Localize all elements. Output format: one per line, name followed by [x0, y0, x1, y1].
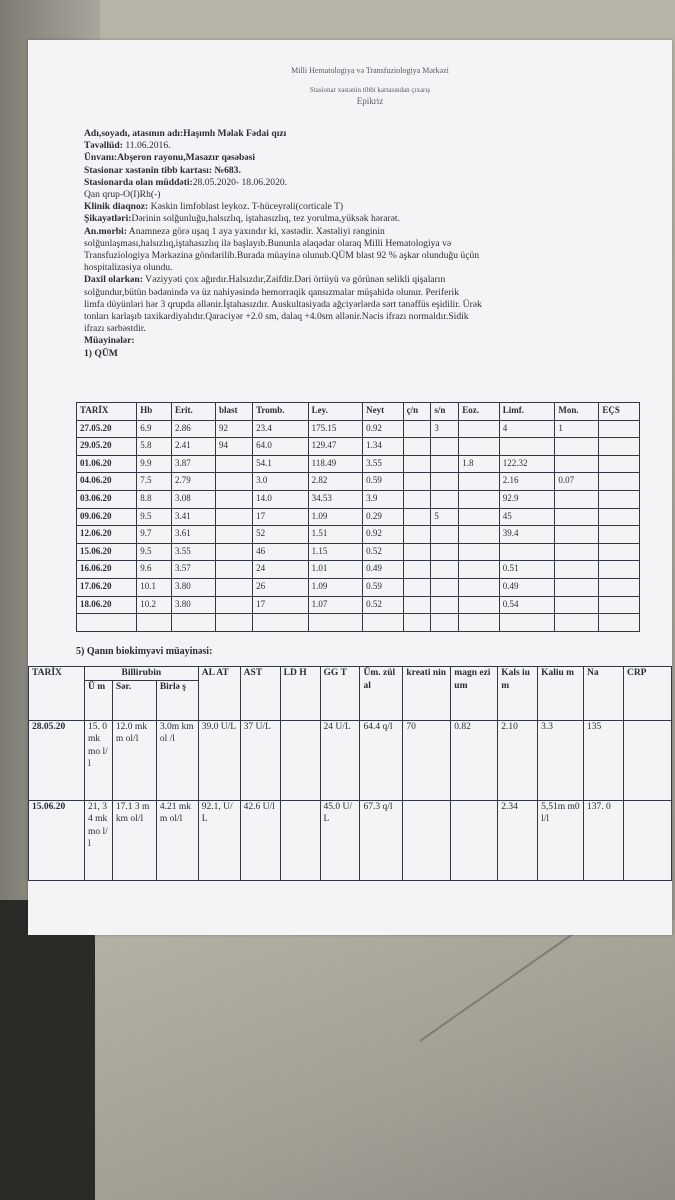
qum-value-cell: 10.2 — [137, 596, 172, 614]
qum-value-cell — [431, 455, 459, 473]
qum-value-cell: 3.08 — [171, 490, 215, 508]
bio-header-row — [29, 667, 672, 681]
address-row — [84, 152, 654, 164]
card-label: Stasionar xəstənin tibb kartası: — [84, 164, 213, 176]
investigations-heading: Müayinələr: — [84, 335, 135, 347]
card-value: №683. — [214, 164, 241, 176]
qum-value-cell: 9.7 — [137, 526, 172, 544]
document-title: Epikriz — [356, 96, 384, 106]
qum-value-cell — [459, 490, 500, 508]
diagnosis-value: Kəskin limfoblast leykoz. T-hüceyrəli(corticale T) — [150, 201, 344, 213]
qum-value-cell: 3.80 — [171, 596, 215, 614]
admission-label: Daxil olarkən: — [84, 274, 143, 286]
qum-value-cell: 3.0 — [253, 473, 309, 491]
qum-value-cell: 45 — [499, 508, 555, 526]
qum-value-cell: 1.8 — [459, 455, 500, 473]
table-row — [77, 614, 640, 632]
bio-value-cell: 67.3 q/l — [360, 800, 403, 880]
qum-header-row — [77, 403, 640, 421]
qum-header-cell: Hb — [137, 403, 172, 421]
table-row — [29, 800, 672, 880]
qum-header-cell: Erit. — [171, 403, 215, 421]
bio-header-magnesium: magn ezium — [451, 667, 498, 721]
qum-value-cell — [216, 561, 253, 579]
qum-value-cell — [459, 473, 500, 491]
table-row — [77, 490, 640, 508]
anmorbi-line: hospitalizasiya olundu. — [84, 262, 173, 274]
qum-value-cell — [363, 614, 404, 632]
qum-value-cell: 129.47 — [308, 438, 362, 456]
bio-value-cell: 64.4 q/l — [360, 720, 403, 800]
bio-subheader-bound: Birlə ş — [156, 680, 198, 720]
qum-value-cell: 175.15 — [308, 420, 362, 438]
qum-value-cell — [216, 596, 253, 614]
qum-value-cell: 9.5 — [137, 543, 172, 561]
qum-value-cell — [403, 561, 431, 579]
qum-header-cell: s/n — [431, 403, 459, 421]
qum-value-cell — [599, 614, 640, 632]
qum-value-cell — [459, 561, 500, 579]
qum-value-cell — [599, 473, 640, 491]
qum-value-cell: 1 — [555, 420, 599, 438]
bio-header-potassium: Kaliu m — [538, 667, 584, 721]
qum-value-cell — [599, 455, 640, 473]
bio-value-cell — [403, 800, 451, 880]
qum-value-cell: 92 — [216, 420, 253, 438]
bio-subheader-total: Ü m — [84, 680, 112, 720]
qum-value-cell: 3.80 — [171, 578, 215, 596]
table-row — [77, 526, 640, 544]
bio-value-cell: 17.1 3 mkm ol/l — [112, 800, 156, 880]
qum-value-cell: 17 — [253, 508, 309, 526]
bio-header-calcium: Kals ium — [498, 667, 538, 721]
bio-header-date: TARİX — [29, 667, 85, 721]
qum-value-cell — [459, 543, 500, 561]
card-row — [84, 165, 654, 177]
qum-table — [76, 402, 640, 632]
diagnosis-row — [84, 201, 654, 213]
qum-value-cell: 3.9 — [363, 490, 404, 508]
qum-value-cell — [431, 526, 459, 544]
qum-date-cell: 29.05.20 — [77, 438, 137, 456]
qum-value-cell: 0.52 — [363, 596, 404, 614]
qum-date-cell — [77, 614, 137, 632]
document-page — [28, 40, 672, 935]
qum-header-cell: Tromb. — [253, 403, 309, 421]
qum-value-cell — [459, 420, 500, 438]
complaints-row — [84, 213, 654, 225]
qum-value-cell — [431, 438, 459, 456]
table-row — [77, 473, 640, 491]
qum-value-cell: 0.49 — [363, 561, 404, 579]
qum-value-cell — [216, 526, 253, 544]
qum-value-cell: 0.29 — [363, 508, 404, 526]
qum-value-cell: 1.01 — [308, 561, 362, 579]
qum-value-cell: 2.41 — [171, 438, 215, 456]
stay-value: 28.05.2020- 18.06.2020. — [192, 176, 288, 188]
qum-value-cell: 0.92 — [363, 420, 404, 438]
qum-value-cell: 3.61 — [171, 526, 215, 544]
qum-value-cell: 8.8 — [137, 490, 172, 508]
qum-date-cell: 12.06.20 — [77, 526, 137, 544]
qum-value-cell: 52 — [253, 526, 309, 544]
bio-header-total-protein: Üm. zülal — [360, 667, 403, 721]
table-row — [77, 420, 640, 438]
qum-value-cell — [308, 614, 362, 632]
qum-value-cell — [431, 543, 459, 561]
qum-value-cell: 6.9 — [137, 420, 172, 438]
bio-value-cell — [623, 720, 671, 800]
complaints-value: Dərinin solğunluğu,halsızlıq, iştahasızlıq, tez yorulma,yüksək hərarət. — [131, 213, 400, 225]
bio-date-cell: 15.06.20 — [29, 800, 85, 880]
qum-value-cell — [403, 543, 431, 561]
qum-value-cell — [403, 490, 431, 508]
qum-value-cell — [555, 614, 599, 632]
qum-header-cell: blast — [216, 403, 253, 421]
table-row — [77, 438, 640, 456]
qum-value-cell — [555, 490, 599, 508]
bio-value-cell: 42.6 U/l — [240, 800, 280, 880]
qum-value-cell: 23.4 — [253, 420, 309, 438]
name-row — [84, 128, 654, 140]
qum-value-cell: 2.79 — [171, 473, 215, 491]
bio-header-ast: AST — [240, 667, 280, 721]
qum-value-cell: 1.07 — [308, 596, 362, 614]
table-row — [77, 508, 640, 526]
table-row — [77, 578, 640, 596]
anmorbi-row — [84, 226, 654, 238]
qum-value-cell: 3.55 — [363, 455, 404, 473]
table-row — [29, 720, 672, 800]
bio-value-cell — [280, 800, 320, 880]
bio-value-cell: 3.3 — [538, 720, 584, 800]
admission-line: tonları karlaşıb taxikardiyalıdır.Qaraciyər +2.0 sm, dalaq +4.0sm əllənir.Nəcis ifrazı normaldır.Sidik — [84, 311, 469, 323]
qum-value-cell: 9.9 — [137, 455, 172, 473]
bio-value-cell: 2.10 — [498, 720, 538, 800]
qum-value-cell: 9.5 — [137, 508, 172, 526]
bio-value-cell: 70 — [403, 720, 451, 800]
bio-value-cell: 135 — [584, 720, 624, 800]
background-cloth — [0, 900, 95, 1200]
qum-value-cell — [403, 473, 431, 491]
qum-value-cell: 0.92 — [363, 526, 404, 544]
admission-line: limfa düyünləri hər 3 qrupda əllənir.İştahasızdır. Auskultasiyada ağciyərlərdə sərt tənəffüs eşidilir. Ürək — [84, 298, 482, 310]
bio-value-cell — [623, 800, 671, 880]
qum-value-cell: 4 — [499, 420, 555, 438]
qum-value-cell — [403, 596, 431, 614]
biochemistry-table — [28, 666, 672, 881]
qum-value-cell — [216, 614, 253, 632]
qum-header-cell: TARİX — [77, 403, 137, 421]
qum-value-cell — [403, 420, 431, 438]
bio-value-cell: 3.0m kmol /l — [156, 720, 198, 800]
qum-header-cell: Eoz. — [459, 403, 500, 421]
qum-value-cell — [403, 438, 431, 456]
bio-value-cell — [280, 720, 320, 800]
qum-value-cell — [216, 543, 253, 561]
qum-value-cell: 14.0 — [253, 490, 309, 508]
qum-date-cell: 04.06.20 — [77, 473, 137, 491]
qum-value-cell: 1.34 — [363, 438, 404, 456]
qum-value-cell — [403, 508, 431, 526]
qum-value-cell — [599, 578, 640, 596]
admission-text: Vəziyyəti çox ağırdır.Halsızdır,Zəifdir.Dəri örtüyü və görünən selikli qişaların — [145, 274, 446, 286]
qum-value-cell — [459, 578, 500, 596]
qum-date-cell: 18.06.20 — [77, 596, 137, 614]
name-value: Haşımlı Məlak Fədai qızı — [183, 128, 287, 139]
qum-header-cell: Mon. — [555, 403, 599, 421]
qum-value-cell — [599, 508, 640, 526]
qum-value-cell — [171, 614, 215, 632]
qum-value-cell — [253, 614, 309, 632]
qum-date-cell: 16.06.20 — [77, 561, 137, 579]
qum-value-cell — [216, 473, 253, 491]
qum-value-cell — [555, 508, 599, 526]
bio-table-body — [29, 720, 672, 880]
qum-value-cell: 94 — [216, 438, 253, 456]
qum-value-cell: 118.49 — [308, 455, 362, 473]
qum-value-cell — [137, 614, 172, 632]
qum-value-cell: 0.59 — [363, 473, 404, 491]
anmorbi-label: An.morbi: — [84, 225, 127, 237]
qum-date-cell: 03.06.20 — [77, 490, 137, 508]
qum-value-cell — [555, 596, 599, 614]
biochemistry-heading: 5) Qanın biokimyəvi müayinəsi: — [76, 646, 213, 657]
anmorbi-text: Anamnezə görə uşaq 1 aya yaxındır ki, xəstədir. Xəstəliyi rənginin — [128, 225, 385, 237]
qum-header-cell: EÇS — [599, 403, 640, 421]
bio-value-cell: 137. 0 — [584, 800, 624, 880]
qum-value-cell — [403, 578, 431, 596]
qum-date-cell: 17.06.20 — [77, 578, 137, 596]
qum-value-cell: 24 — [253, 561, 309, 579]
qum-date-cell: 09.06.20 — [77, 508, 137, 526]
qum-value-cell: 1.09 — [308, 578, 362, 596]
qum-value-cell — [431, 578, 459, 596]
background-slab — [95, 920, 675, 1200]
bio-header-ggt: GG T — [320, 667, 360, 721]
bio-value-cell: 12.0 mkm ol/l — [112, 720, 156, 800]
qum-value-cell — [459, 614, 500, 632]
bio-header-alat: AL AT — [198, 667, 240, 721]
qum-value-cell — [459, 438, 500, 456]
qum-value-cell: 2.82 — [308, 473, 362, 491]
qum-value-cell — [555, 543, 599, 561]
table-row — [77, 543, 640, 561]
qum-value-cell: 0.51 — [499, 561, 555, 579]
stay-row — [84, 177, 654, 189]
qum-date-cell: 15.06.20 — [77, 543, 137, 561]
patient-info — [84, 128, 654, 360]
table-row — [77, 561, 640, 579]
bio-date-cell: 28.05.20 — [29, 720, 85, 800]
bio-value-cell: 0.82 — [451, 720, 498, 800]
dob-label: Təvəllüd: — [84, 140, 123, 152]
bio-value-cell: 37 U/L — [240, 720, 280, 800]
qum-value-cell: 1.09 — [308, 508, 362, 526]
qum-header-cell: ç/n — [403, 403, 431, 421]
qum-value-cell: 3.55 — [171, 543, 215, 561]
qum-date-cell: 27.05.20 — [77, 420, 137, 438]
qum-value-cell — [599, 543, 640, 561]
qum-header-cell: Neyt — [363, 403, 404, 421]
dob-row — [84, 140, 654, 152]
qum-value-cell — [216, 508, 253, 526]
qum-value-cell: 0.07 — [555, 473, 599, 491]
name-label: Adı,soyadı, atasının adı: — [84, 128, 184, 139]
bio-value-cell: 2.34 — [498, 800, 538, 880]
address-value: Abşeron rayonu,Masazır qəsəbəsi — [117, 152, 256, 164]
bio-header-crp: CRP — [623, 667, 671, 721]
qum-value-cell: 2.16 — [499, 473, 555, 491]
qum-value-cell — [599, 561, 640, 579]
admission-row — [84, 274, 654, 286]
qum-table-body — [77, 420, 640, 631]
admission-line: ifrazı sərbəstdir. — [84, 323, 146, 335]
qum-value-cell — [403, 526, 431, 544]
bio-header-bilirubin: Billirubin — [84, 667, 198, 681]
bio-value-cell: 92.1, U/L — [198, 800, 240, 880]
qum-value-cell — [216, 455, 253, 473]
qum-value-cell: 5 — [431, 508, 459, 526]
qum-value-cell — [499, 438, 555, 456]
qum-date-cell: 01.06.20 — [77, 455, 137, 473]
anmorbi-line: solğunlaşması,halsızlıq,iştahasızlıq ilə başlayıb.Bununla əlaqədar olaraq Milli Hematologiya və — [84, 237, 452, 249]
qum-value-cell — [403, 455, 431, 473]
qum-value-cell — [431, 596, 459, 614]
stay-label: Stasionarda olan müddəti: — [84, 176, 193, 188]
qum-value-cell: 39.4 — [499, 526, 555, 544]
qum-value-cell: 3.87 — [171, 455, 215, 473]
qum-value-cell: 34.53 — [308, 490, 362, 508]
qum-value-cell: 1.51 — [308, 526, 362, 544]
admission-line: solğundur,bütün bədənində və üz nahiyəsində hemorraqik qansızmalar müşahidə olunur. Periferik — [84, 286, 460, 298]
qum-value-cell: 92.9 — [499, 490, 555, 508]
bio-value-cell: 39.0 U/L — [198, 720, 240, 800]
qum-value-cell — [555, 438, 599, 456]
address-label: Ünvanı: — [84, 152, 118, 164]
qum-value-cell: 0.52 — [363, 543, 404, 561]
qum-value-cell: 2.86 — [171, 420, 215, 438]
qum-value-cell: 0.54 — [499, 596, 555, 614]
qum-value-cell: 46 — [253, 543, 309, 561]
bio-value-cell: 21, 34 mk mo l/l — [84, 800, 112, 880]
bio-subheader-free: Sər. — [112, 680, 156, 720]
qum-value-cell — [599, 438, 640, 456]
qum-value-cell: 122.32 — [499, 455, 555, 473]
qum-value-cell — [431, 473, 459, 491]
dob-value: 11.06.2016. — [125, 140, 171, 152]
bio-value-cell: 5,51m m0l/l — [538, 800, 584, 880]
table-row — [77, 596, 640, 614]
blood-group: Qan qrup-O(I)Rh(-) — [84, 189, 161, 201]
bio-header-ldh: LD H — [280, 667, 320, 721]
complaints-label: Şikayətləri: — [84, 213, 132, 225]
qum-heading: 1) QÜM — [84, 347, 118, 359]
qum-value-cell — [216, 578, 253, 596]
qum-value-cell — [459, 526, 500, 544]
bio-value-cell: 15. 0 mk mo l/l — [84, 720, 112, 800]
qum-value-cell — [555, 526, 599, 544]
center-name: Milli Hematologiya və Transfuziologiya Mərkəzi — [291, 66, 449, 75]
qum-value-cell: 26 — [253, 578, 309, 596]
table-row — [77, 455, 640, 473]
qum-value-cell — [599, 526, 640, 544]
qum-value-cell — [431, 561, 459, 579]
anmorbi-line: Transfuziologiya Mərkəzinə göndərilib.Burada müayinə olunub.QÜM blast 92 % aşkar olunduğu üçün — [84, 250, 480, 262]
qum-value-cell: 10.1 — [137, 578, 172, 596]
qum-value-cell — [599, 596, 640, 614]
qum-value-cell — [459, 508, 500, 526]
qum-value-cell — [555, 578, 599, 596]
qum-value-cell: 0.59 — [363, 578, 404, 596]
qum-value-cell: 64.0 — [253, 438, 309, 456]
qum-value-cell — [431, 490, 459, 508]
qum-value-cell: 3.41 — [171, 508, 215, 526]
diagnosis-label: Klinik diaqnoz: — [84, 201, 149, 213]
qum-value-cell: 54.1 — [253, 455, 309, 473]
qum-value-cell: 17 — [253, 596, 309, 614]
qum-value-cell — [555, 561, 599, 579]
bio-value-cell — [451, 800, 498, 880]
bio-header-creatinine: kreati nin — [403, 667, 451, 721]
bio-value-cell: 4.21 mkm ol/l — [156, 800, 198, 880]
qum-value-cell: 5.8 — [137, 438, 172, 456]
qum-value-cell: 3 — [431, 420, 459, 438]
qum-value-cell: 3.57 — [171, 561, 215, 579]
qum-value-cell: 7.5 — [137, 473, 172, 491]
qum-value-cell — [431, 614, 459, 632]
qum-value-cell — [499, 614, 555, 632]
qum-value-cell — [216, 490, 253, 508]
qum-value-cell: 9.6 — [137, 561, 172, 579]
qum-value-cell: 0.49 — [499, 578, 555, 596]
bio-header-sodium: Na — [584, 667, 624, 721]
qum-value-cell — [599, 420, 640, 438]
document-subtitle: Stasionar xəstənin tibbi kartasından çıxarış — [309, 86, 431, 94]
qum-value-cell — [459, 596, 500, 614]
qum-value-cell — [499, 543, 555, 561]
qum-header-cell: Ley. — [308, 403, 362, 421]
qum-value-cell — [555, 455, 599, 473]
qum-value-cell — [599, 490, 640, 508]
bio-value-cell: 45.0 U/L — [320, 800, 360, 880]
qum-value-cell: 1.15 — [308, 543, 362, 561]
qum-value-cell — [403, 614, 431, 632]
bio-value-cell: 24 U/L — [320, 720, 360, 800]
qum-header-cell: Limf. — [499, 403, 555, 421]
